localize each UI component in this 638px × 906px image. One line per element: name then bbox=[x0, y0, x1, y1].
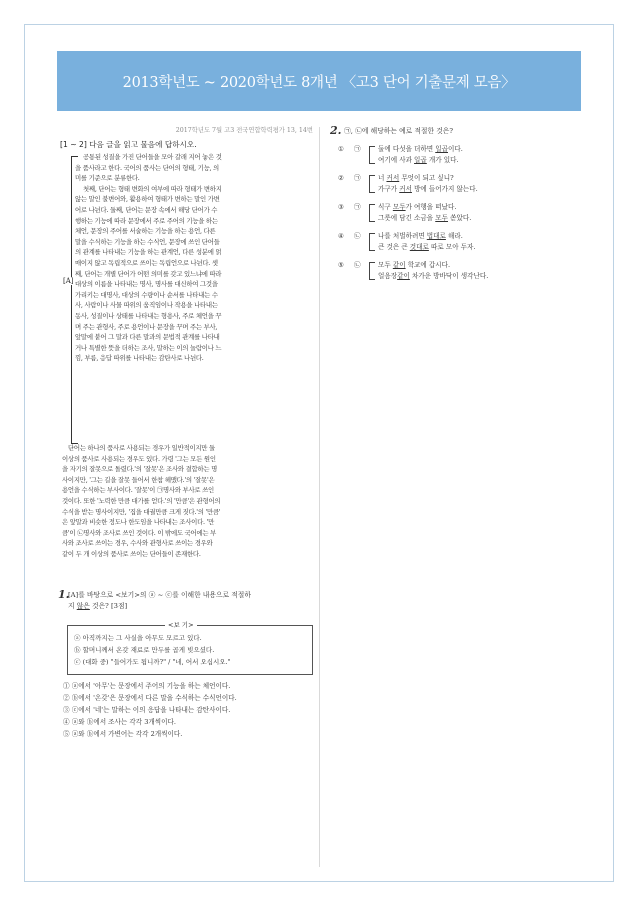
choice-option[interactable]: ② ⓑ에서 '온갖'은 문장에서 다른 말을 수식하는 수식언이다. bbox=[63, 694, 237, 702]
question-text: ㉠, ㉡에 해당하는 예로 적절한 것은? bbox=[344, 127, 453, 135]
bogi-box bbox=[67, 621, 313, 675]
choice-option[interactable]: ⑤ ⓐ와 ⓑ에서 가변어는 각각 2개씩이다. bbox=[63, 730, 183, 738]
bogi-items bbox=[74, 632, 231, 668]
bracket-label: [A] bbox=[63, 277, 74, 285]
question-1 bbox=[58, 588, 316, 610]
question-1-choices bbox=[63, 680, 237, 740]
instruction: [1 ~ 2] 다음 글을 읽고 물음에 답하시오. bbox=[60, 140, 197, 149]
header-banner bbox=[57, 51, 581, 111]
choice-bracket bbox=[369, 175, 375, 193]
column-divider bbox=[319, 127, 320, 867]
choice-bracket bbox=[369, 262, 375, 280]
bogi-item: ⓑ 할머니께서 온갖 재료로 만두를 곱게 빚으셨다. bbox=[74, 646, 215, 654]
question-2 bbox=[330, 124, 453, 137]
exam-source: 2017학년도 7월 고3 전국연합학력평가 13, 14번 bbox=[175, 127, 313, 134]
choice-option[interactable]: ① ⓐ에서 '아무'는 문장에서 주어의 기능을 하는 체언이다. bbox=[63, 682, 231, 690]
passage-paragraph: 첫째, 단어는 형태 변화의 여부에 따라 형태가 변하지 않는 말인 불변어와, 활용하여 형태가 변하는 말인 가변 어로 나뉜다. 둘째, 단어는 문장 속에서 해당 단어가 수 행하는 기능에 따라 문장에서 주로 주어의 기능을 하는 체언, 문장의 주어를 서술하는 기능을 하는 용언, 다른 말을 수식하는 기능을 하는 수식언, 문장에 쓰인 단어들 의 관계를 나타내는 기능을 하는 관계언, 다른 성분에 얽 매이지 않고 독립적으로 쓰이는 독립언으로 나뉜다. 셋 째, 단어는 개별 단어가 어떤 의미를 갖고 있느냐에 따라 대상의 이름을 나타내는 명사, 명사를 대신하여 그것을 가리키는 대명사, 대상의 수량이나 순서를 나타내는 수 사, 사람이나 사물 따위의 움직임이나 작용을 나타내는 동사, 성질이나 상태를 나타내는 형용사, 주로 체언을 꾸 며 주는 관형사, 주로 용언이나 문장을 꾸며 주는 부사, 앞말에 붙어 그 말과 다른 말과의 문법적 관계를 나타내 거나 특별한 뜻을 더하는 조사, 말하는 이의 놀람이나 느 낌, 부름, 응답 따위를 나타내는 감탄사로 나뉜다. bbox=[75, 184, 222, 363]
choice-bracket bbox=[369, 233, 375, 251]
choice-bracket bbox=[369, 204, 375, 222]
question-text: [A]를 바탕으로 <보기>의 ⓐ ~ ⓒ를 이해한 내용으로 적절하 지 않은 것은? [3점] bbox=[68, 591, 251, 610]
choice-option[interactable]: ③ ⓒ에서 '네'는 말하는 이의 응답을 나타내는 감탄사이다. bbox=[63, 706, 231, 714]
bogi-item: ⓐ 아직까지는 그 사실을 아무도 모르고 있다. bbox=[74, 634, 202, 642]
choice-bracket bbox=[369, 146, 375, 164]
question-number: 1. bbox=[58, 588, 70, 601]
question-number: 2. bbox=[330, 124, 342, 137]
passage-section-b bbox=[62, 443, 315, 560]
passage-paragraph: 단어는 하나의 품사로 사용되는 경우가 일반적이지만 둘 이상의 품사로 사용되는 경우도 있다. 가령 '그는 모든 원인 을 자기의 잘못으로 돌렸다.'의 '잘못'은 조사와 결합하는 명 사이지만, '그는 길을 잘못 들어서 한참 헤맸다.'의 '잘못'은 용언을 수식하는 부사이다. '잘못'이 ㉠명사와 부사로 쓰인 것이다. 또한 '노력한 만큼 대가를 얻다.'의 '만큼'은 관형어의 수식을 받는 명사이지만, '집을 대궐만큼 크게 짓다.'의 '만큼' 은 앞말과 비슷한 정도나 한도임을 나타내는 조사이다. '만 큼'이 ㉡명사와 조사로 쓰인 것이다. 이 밖에도 국어에는 부 사와 조사로 쓰이는 경우, 수사와 관형사로 쓰이는 경우와 같이 두 개 이상의 품사로 쓰이는 단어들이 존재한다. bbox=[62, 444, 221, 558]
passage-paragraph: 공통된 성질을 가진 단어들을 모아 갈래 지어 놓은 것 을 품사라고 한다. 국어의 품사는 단어의 형태, 기능, 의 미를 기준으로 분류한다. bbox=[75, 153, 222, 183]
bogi-label: <보 기> bbox=[165, 620, 197, 629]
choice-option[interactable]: ④ ⓐ와 ⓑ에서 조사는 각각 3개씩이다. bbox=[63, 718, 176, 726]
bogi-item: ⓒ (대화 중) "들어가도 됩니까?" / "네, 어서 오십시오." bbox=[74, 658, 231, 666]
page-title: 2013학년도 ~ 2020학년도 8개년 〈고3 단어 기출문제 모음〉 bbox=[122, 74, 516, 91]
passage-section-a bbox=[75, 152, 315, 364]
